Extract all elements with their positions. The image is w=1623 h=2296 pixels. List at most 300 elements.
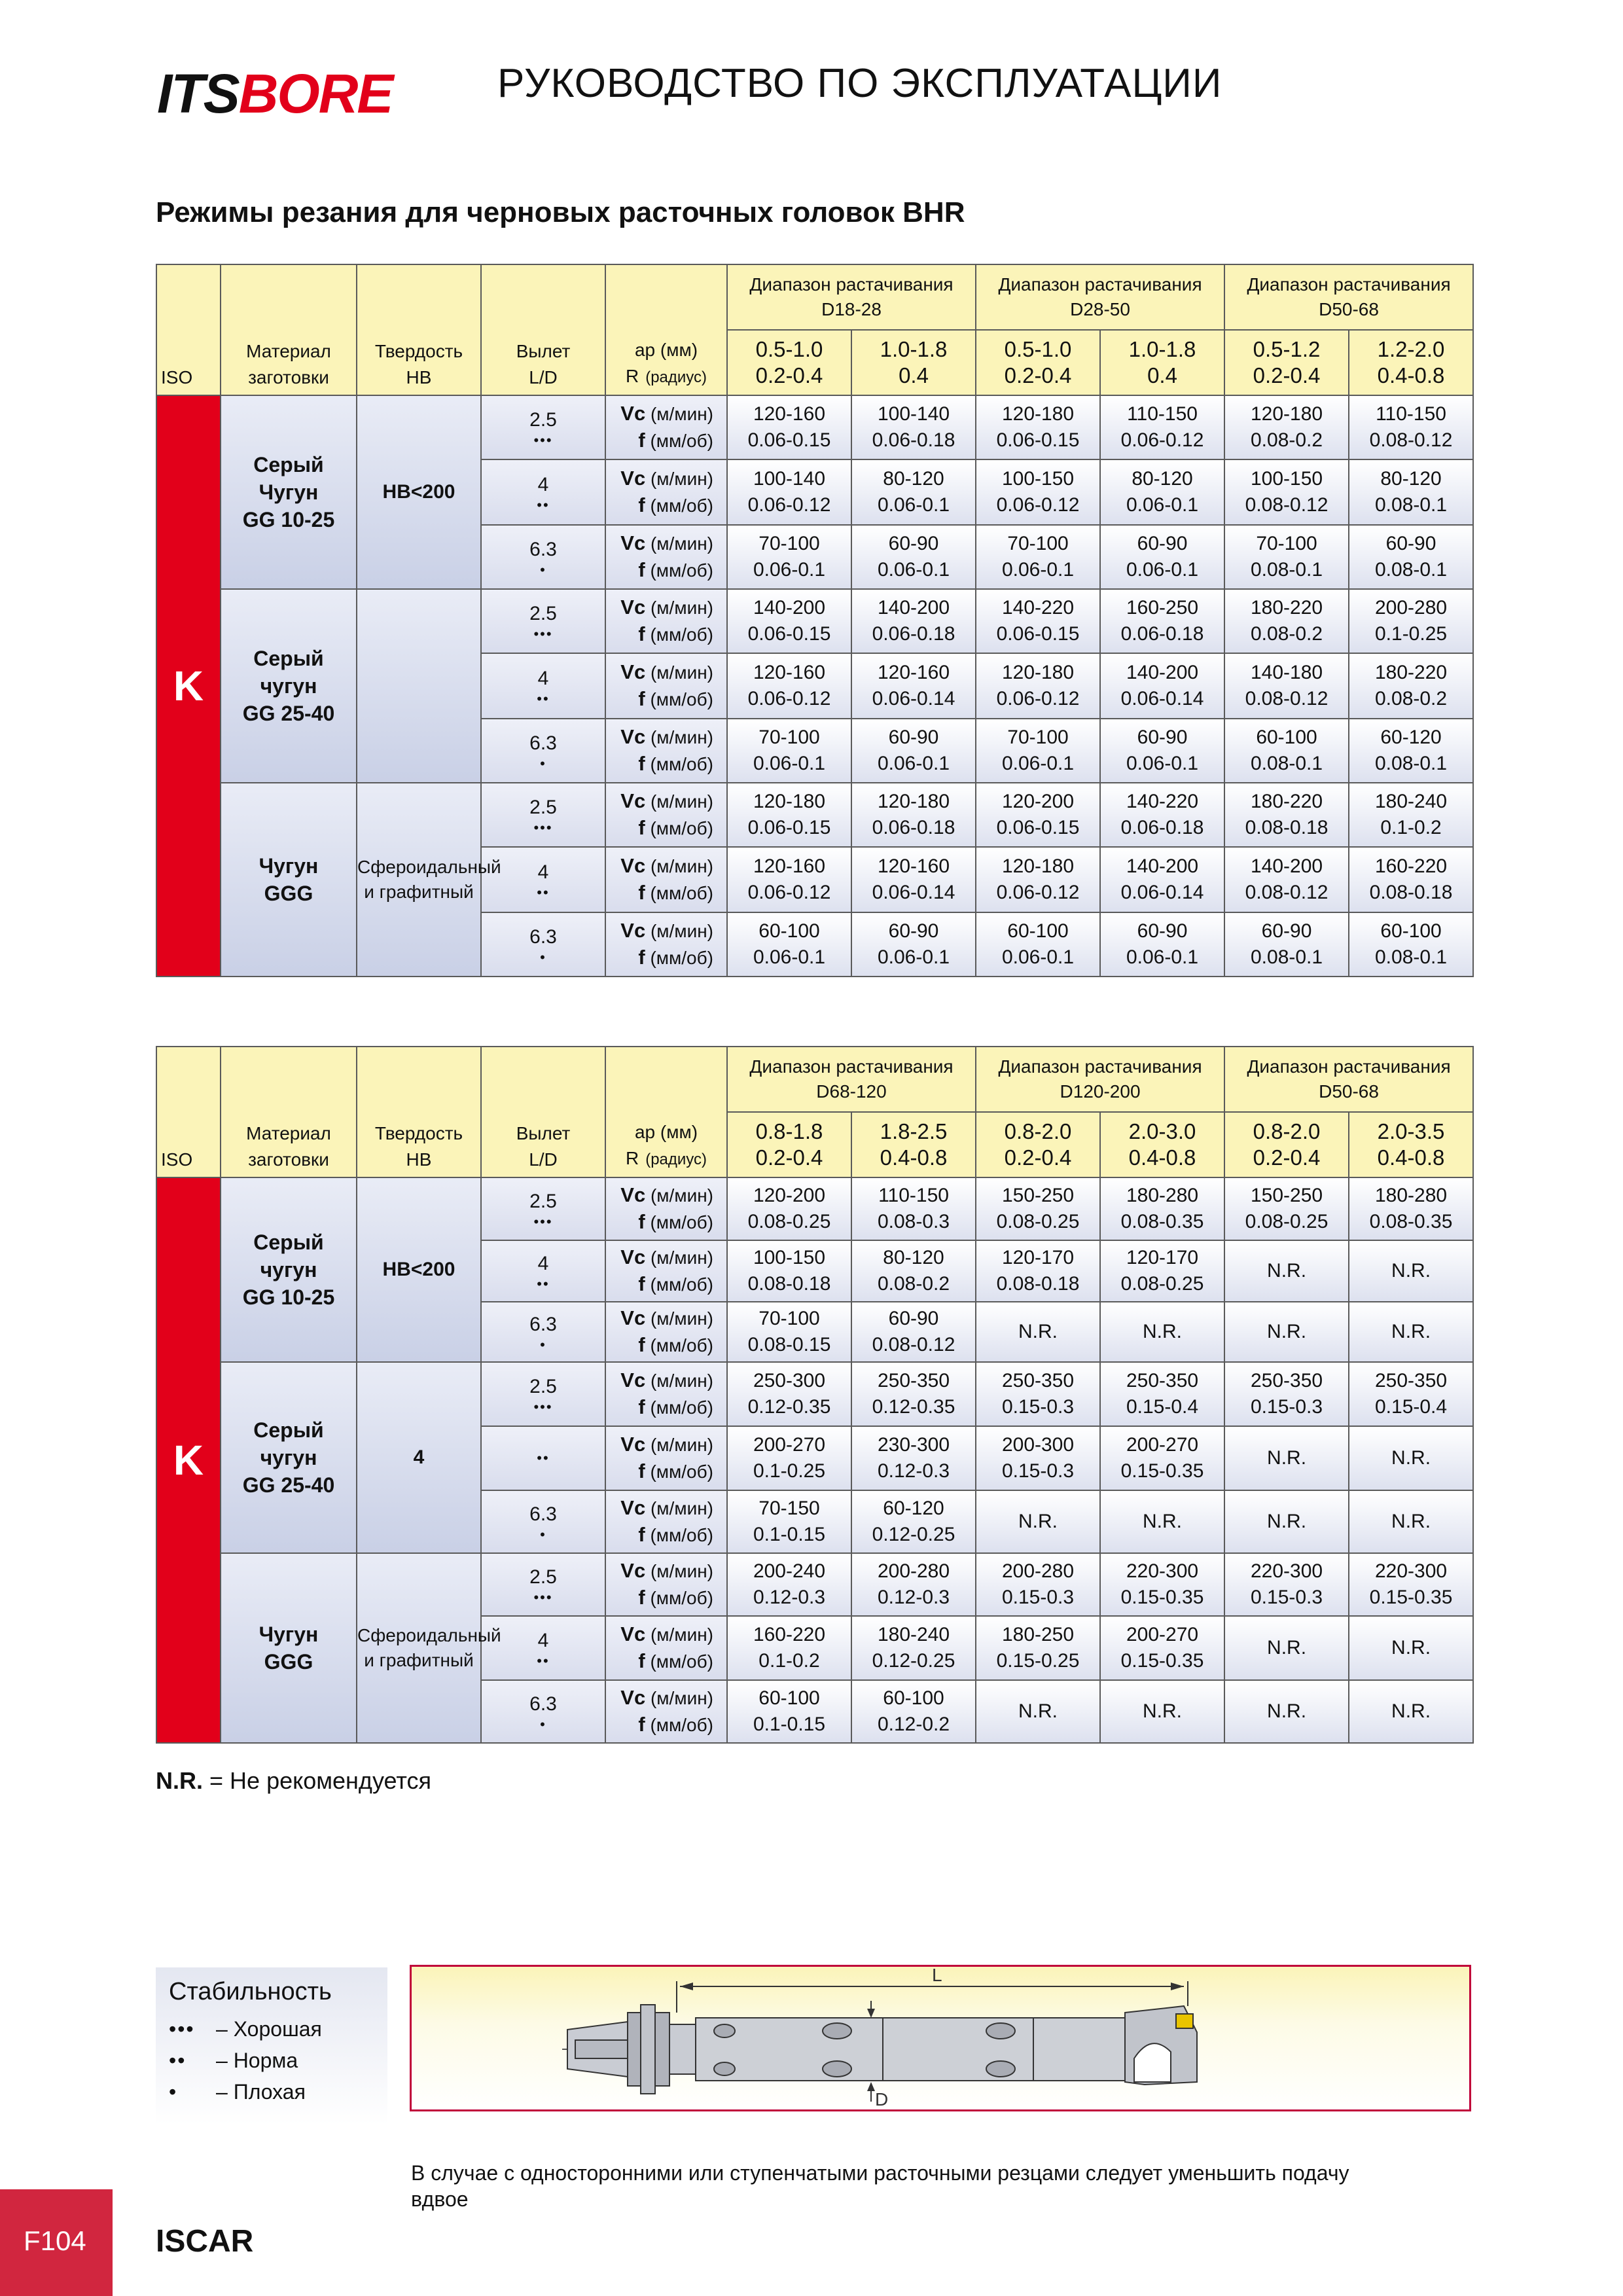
f-value: 0.08-0.25 — [1245, 1211, 1329, 1232]
range-sub: D68-120 — [816, 1081, 887, 1102]
f-unit: (мм/об) — [650, 1397, 713, 1418]
ap-value: 2.0-3.0 — [1128, 1119, 1196, 1143]
material-header-line2: заготовки — [248, 1149, 329, 1170]
vc-unit: (м/мин) — [650, 1308, 713, 1329]
vc-unit: (м/мин) — [650, 533, 713, 554]
r-header-sub: (радиус) — [645, 1151, 707, 1168]
f-value: 0.08-0.15 — [747, 1334, 831, 1355]
overhang-value: 2.5 — [529, 1191, 557, 1212]
stability-dots: ••• — [533, 1589, 553, 1605]
material-header-line1: Материал — [246, 1123, 331, 1143]
cutting-value-cell — [1349, 395, 1473, 459]
f-value: 0.08-0.1 — [1374, 946, 1448, 968]
material-header-line1: Материал — [246, 341, 331, 361]
material-line: чугун — [260, 1258, 317, 1282]
vc-value: 250-350 — [1250, 1370, 1323, 1391]
cutting-value-cell — [1224, 847, 1349, 912]
vc-value: 60-100 — [758, 920, 820, 942]
overhang-cell — [481, 1302, 605, 1362]
stability-dots: •• — [537, 1450, 550, 1466]
vc-value: 110-150 — [1376, 403, 1446, 425]
f-value: 0.06-0.15 — [747, 623, 831, 645]
r-value: 0.4-0.8 — [1377, 363, 1445, 387]
f-value: 0.06-0.15 — [747, 817, 831, 838]
f-label: f — [638, 1210, 645, 1233]
overhang-value: 4 — [537, 668, 549, 689]
not-recommended-cell — [976, 1680, 1100, 1743]
vc-f-label-cell — [605, 783, 727, 847]
vc-value: 60-100 — [758, 1687, 820, 1709]
vc-label: Vc — [620, 596, 646, 619]
f-value: 0.06-0.1 — [1001, 946, 1075, 968]
cutting-value-cell — [1100, 847, 1224, 912]
cutting-value-cell — [1224, 719, 1349, 783]
cutting-value-cell — [1349, 1177, 1473, 1240]
ap-r-value — [1349, 330, 1473, 395]
cutting-value-cell — [1100, 912, 1224, 977]
nr-value: N.R. — [1267, 1700, 1307, 1722]
vc-value: 180-280 — [1374, 1185, 1448, 1206]
nr-value: N.R. — [1391, 1637, 1431, 1659]
f-label: f — [638, 752, 645, 775]
range-header-1 — [727, 264, 976, 330]
f-unit: (мм/об) — [650, 1462, 713, 1482]
nr-value: N.R. — [1267, 1321, 1307, 1342]
vc-value: 60-100 — [1256, 726, 1317, 748]
vc-unit: (м/мин) — [650, 1561, 713, 1581]
hardness-header-line2: HB — [406, 367, 432, 387]
overhang-value: 4 — [537, 1253, 549, 1274]
vc-value: 200-300 — [1001, 1434, 1075, 1456]
overhang-value: 2.5 — [529, 797, 557, 818]
f-value: 0.15-0.35 — [1120, 1460, 1204, 1482]
iso-header-label: ISO — [161, 1149, 193, 1170]
cutting-value-cell — [1224, 459, 1349, 525]
cutting-value-cell — [727, 912, 851, 977]
f-value: 0.06-0.1 — [1126, 753, 1199, 774]
vc-f-label-cell — [605, 1490, 727, 1553]
vc-value: 200-280 — [1001, 1560, 1075, 1582]
vc-value: 200-270 — [753, 1434, 826, 1456]
vc-value: 140-220 — [1126, 791, 1199, 812]
material-line: чугун — [260, 674, 317, 698]
vc-value: 70-100 — [1007, 533, 1069, 554]
vc-value: 70-100 — [758, 533, 820, 554]
cutting-value-cell — [976, 1553, 1100, 1616]
vc-label: Vc — [620, 789, 646, 812]
f-value: 0.15-0.4 — [1374, 1396, 1448, 1418]
nr-value: N.R. — [1267, 1447, 1307, 1469]
nr-value: N.R. — [1143, 1511, 1183, 1532]
vc-value: 160-220 — [753, 1624, 826, 1645]
vc-f-label-cell — [605, 395, 727, 459]
f-value: 0.15-0.3 — [1250, 1396, 1323, 1418]
vc-label: Vc — [620, 1306, 646, 1329]
ap-value: 2.0-3.5 — [1377, 1119, 1445, 1143]
overhang-header-line1: Вылет — [516, 1123, 571, 1143]
nr-value: N.R. — [1018, 1511, 1058, 1532]
f-value: 0.06-0.12 — [996, 882, 1080, 903]
vc-f-label-cell — [605, 653, 727, 719]
range-title: Диапазон растачивания — [1247, 1056, 1451, 1077]
f-unit: (мм/об) — [650, 1525, 713, 1545]
page-title: РУКОВОДСТВО ПО ЭКСПЛУАТАЦИИ — [497, 61, 1222, 106]
vc-value: 60-100 — [1380, 920, 1442, 942]
not-recommended-cell — [1100, 1302, 1224, 1362]
cutting-value-cell — [1100, 525, 1224, 589]
vc-value: 200-240 — [753, 1560, 826, 1582]
f-value: 0.08-0.1 — [1250, 946, 1323, 968]
r-value: 0.2-0.4 — [1253, 1145, 1321, 1170]
r-header-sub: (радиус) — [645, 368, 707, 386]
f-value: 0.08-0.1 — [1250, 559, 1323, 581]
vc-value: 70-100 — [1007, 726, 1069, 748]
overhang-value: 2.5 — [529, 1566, 557, 1588]
stability-normal-label: – Норма — [216, 2049, 298, 2072]
material-line: Чугун — [259, 1623, 319, 1646]
vc-value: 180-280 — [1126, 1185, 1199, 1206]
table-row — [156, 1177, 1473, 1240]
f-unit: (мм/об) — [650, 495, 713, 516]
cutting-value-cell — [727, 459, 851, 525]
f-unit: (мм/об) — [650, 689, 713, 709]
overhang-cell — [481, 459, 605, 525]
vc-unit: (м/мин) — [650, 1688, 713, 1708]
cutting-value-cell — [976, 1177, 1100, 1240]
overhang-cell — [481, 1426, 605, 1490]
hardness-cell — [357, 1362, 481, 1553]
vc-value: 60-100 — [883, 1687, 944, 1709]
cutting-value-cell — [727, 783, 851, 847]
range-title: Диапазон растачивания — [1247, 274, 1451, 295]
f-value: 0.06-0.18 — [872, 817, 955, 838]
f-value: 0.06-0.1 — [877, 946, 950, 968]
r-value: 0.4-0.8 — [1377, 1145, 1445, 1170]
f-value: 0.06-0.12 — [747, 494, 831, 516]
vc-value: 60-90 — [888, 533, 939, 554]
f-label: f — [638, 1272, 645, 1295]
ap-r-header — [605, 1047, 727, 1177]
f-value: 0.1-0.15 — [753, 1713, 826, 1735]
material-cell — [221, 1553, 357, 1743]
material-cell — [221, 589, 357, 783]
iso-header-label: ISO — [161, 367, 193, 387]
f-value: 0.08-0.12 — [1245, 688, 1329, 709]
range-sub: D120-200 — [1060, 1081, 1141, 1102]
ap-value: 1.8-2.5 — [880, 1119, 948, 1143]
r-value: 0.2-0.4 — [755, 363, 823, 387]
cutting-value-cell — [727, 653, 851, 719]
vc-value: 120-170 — [1001, 1247, 1075, 1268]
f-value: 0.08-0.1 — [1374, 494, 1448, 516]
insert-icon — [1176, 2014, 1193, 2028]
vc-value: 120-160 — [753, 662, 826, 683]
cutting-value-cell — [727, 589, 851, 653]
f-value: 0.06-0.1 — [1126, 559, 1199, 581]
cutting-value-cell — [851, 1302, 976, 1362]
vc-f-label-cell — [605, 719, 727, 783]
cutting-value-cell — [851, 719, 976, 783]
f-label: f — [638, 493, 645, 516]
vc-value: 220-300 — [1250, 1560, 1323, 1582]
f-value: 0.06-0.18 — [1120, 623, 1204, 645]
range-header-2 — [976, 264, 1224, 330]
cutting-value-cell — [851, 459, 976, 525]
f-value: 0.12-0.35 — [747, 1396, 831, 1418]
overhang-cell — [481, 1362, 605, 1426]
ap-header-label: ap (мм) — [634, 340, 698, 360]
vc-value: 100-150 — [1001, 468, 1075, 490]
vc-unit: (м/мин) — [650, 1624, 713, 1645]
drawing-caption: В случае с односторонними или ступенчатыми расточными резцами следует уменьшить подачу вдвое — [411, 2161, 1349, 2211]
not-recommended-cell — [1224, 1490, 1349, 1553]
f-unit: (мм/об) — [650, 1212, 713, 1232]
hardness-cell — [357, 1553, 501, 1743]
not-recommended-cell — [1349, 1240, 1473, 1302]
vc-value: 100-150 — [1250, 468, 1323, 490]
material-cell — [221, 395, 357, 589]
hardness-value: Сфероидальный и графитный — [357, 857, 501, 902]
vc-unit: (м/мин) — [650, 404, 713, 424]
cutting-value-cell — [851, 1616, 976, 1680]
nr-value: N.R. — [1391, 1260, 1431, 1282]
vc-unit: (м/мин) — [650, 727, 713, 747]
vc-value: 120-200 — [1001, 791, 1075, 812]
f-unit: (мм/об) — [650, 818, 713, 838]
vc-unit: (м/мин) — [650, 1247, 713, 1268]
r-header-label: R — [625, 366, 639, 386]
cutting-value-cell — [976, 1426, 1100, 1490]
cutting-value-cell — [976, 1616, 1100, 1680]
f-value: 0.06-0.14 — [872, 688, 955, 709]
cutting-value-cell — [1224, 1553, 1349, 1616]
f-value: 0.06-0.14 — [1120, 688, 1204, 709]
vc-unit: (м/мин) — [650, 921, 713, 941]
f-label: f — [638, 881, 645, 904]
stability-dots: •• — [537, 1276, 550, 1292]
ap-r-value — [1349, 1112, 1473, 1177]
vc-value: 250-350 — [1374, 1370, 1448, 1391]
f-value: 0.06-0.18 — [872, 429, 955, 451]
range-header-2 — [976, 1047, 1224, 1112]
r-value: 0.2-0.4 — [1004, 363, 1072, 387]
cutting-value-cell — [1349, 912, 1473, 977]
vc-value: 120-170 — [1126, 1247, 1199, 1268]
vc-label: Vc — [620, 725, 646, 748]
cutting-value-cell — [976, 459, 1100, 525]
f-unit: (мм/об) — [650, 624, 713, 645]
vc-value: 60-90 — [1137, 920, 1188, 942]
f-value: 0.12-0.35 — [872, 1396, 955, 1418]
vc-value: 220-300 — [1126, 1560, 1199, 1582]
cutting-value-cell — [1224, 395, 1349, 459]
f-value: 0.06-0.1 — [877, 494, 950, 516]
hardness-value: HB<200 — [382, 481, 455, 503]
overhang-cell — [481, 1240, 605, 1302]
stability-good-label: – Хорошая — [216, 2017, 322, 2041]
range-header-3 — [1224, 264, 1473, 330]
vc-value: 60-90 — [888, 726, 939, 748]
r-value: 0.4 — [1147, 363, 1177, 387]
cutting-value-cell — [727, 1426, 851, 1490]
table-row — [156, 783, 1473, 847]
cutting-value-cell — [1349, 525, 1473, 589]
cutting-value-cell — [851, 912, 976, 977]
itsbore-logo — [157, 62, 392, 126]
vc-value: 110-150 — [878, 1185, 949, 1206]
f-label: f — [638, 816, 645, 839]
tool-body — [696, 2018, 1167, 2081]
cutting-value-cell — [1100, 1553, 1224, 1616]
iso-header — [156, 1047, 221, 1177]
stability-good-dots: ••• — [169, 2017, 195, 2041]
cutting-value-cell — [1100, 1240, 1224, 1302]
hardness-value: Сфероидальный и графитный — [357, 1625, 501, 1670]
vc-value: 60-120 — [1380, 726, 1442, 748]
overhang-cell — [481, 525, 605, 589]
cutting-value-cell — [1224, 783, 1349, 847]
f-unit: (мм/об) — [650, 948, 713, 968]
material-cell — [221, 1177, 357, 1362]
cutting-value-cell — [727, 1680, 851, 1743]
material-line: Серый — [253, 1418, 324, 1442]
flange — [628, 2013, 641, 2086]
overhang-value: 6.3 — [529, 1503, 557, 1525]
table-row — [156, 1362, 1473, 1426]
f-value: 0.12-0.3 — [877, 1460, 950, 1482]
range-title: Диапазон растачивания — [749, 274, 954, 295]
vc-unit: (м/мин) — [650, 1371, 713, 1391]
overhang-value: 6.3 — [529, 926, 557, 948]
iso-header — [156, 264, 221, 395]
vc-value: 150-250 — [1250, 1185, 1323, 1206]
ap-value: 0.8-2.0 — [1253, 1119, 1321, 1143]
ap-r-value — [976, 1112, 1100, 1177]
material-header — [221, 1047, 357, 1177]
vc-value: 70-100 — [758, 726, 820, 748]
material-cell — [221, 1362, 357, 1553]
vc-value: 120-160 — [877, 662, 950, 683]
vc-value: 180-220 — [1374, 662, 1448, 683]
not-recommended-cell — [1224, 1240, 1349, 1302]
nr-value: N.R. — [1267, 1260, 1307, 1282]
tool-drawing-panel — [410, 1965, 1471, 2111]
hardness-cell — [357, 783, 501, 977]
vc-value: 120-180 — [1001, 855, 1075, 877]
not-recommended-cell — [1349, 1680, 1473, 1743]
cutting-value-cell — [851, 1553, 976, 1616]
cutting-value-cell — [1100, 1616, 1224, 1680]
material-line: Серый — [253, 647, 324, 670]
f-value: 0.15-0.3 — [1250, 1587, 1323, 1608]
iscar-brand: ISCAR — [156, 2224, 254, 2259]
cutting-value-cell — [851, 1240, 976, 1302]
f-value: 0.15-0.25 — [996, 1650, 1080, 1672]
vc-unit: (м/мин) — [650, 856, 713, 876]
cutting-value-cell — [1349, 459, 1473, 525]
vc-value: 70-100 — [758, 1308, 820, 1329]
cutting-value-cell — [1349, 719, 1473, 783]
dim-d-label: D — [875, 2089, 889, 2109]
vc-label: Vc — [620, 1183, 646, 1206]
f-value: 0.08-0.18 — [996, 1273, 1080, 1295]
f-label: f — [638, 429, 645, 452]
hardness-cell — [357, 395, 481, 589]
f-value: 0.12-0.2 — [877, 1713, 950, 1735]
overhang-cell — [481, 1553, 605, 1616]
cutting-value-cell — [1100, 783, 1224, 847]
cutting-value-cell — [1349, 653, 1473, 719]
vc-value: 120-180 — [1001, 662, 1075, 683]
f-value: 0.06-0.18 — [1120, 817, 1204, 838]
f-unit: (мм/об) — [650, 883, 713, 903]
material-cell — [221, 783, 357, 977]
f-unit: (мм/об) — [650, 431, 713, 451]
range-sub: D50-68 — [1319, 1081, 1379, 1102]
vc-value: 120-180 — [1250, 403, 1323, 425]
not-recommended-cell — [1224, 1616, 1349, 1680]
nr-value: N.R. — [1018, 1321, 1058, 1342]
vc-unit: (м/мин) — [650, 1185, 713, 1206]
stability-poor — [169, 2080, 306, 2104]
not-recommended-cell — [976, 1490, 1100, 1553]
stability-dots: •• — [537, 1653, 550, 1669]
vc-f-label-cell — [605, 459, 727, 525]
f-value: 0.1-0.15 — [753, 1524, 826, 1545]
hardness-header — [357, 1047, 481, 1177]
f-value: 0.06-0.1 — [753, 753, 826, 774]
f-value: 0.06-0.1 — [753, 946, 826, 968]
f-value: 0.06-0.1 — [877, 559, 950, 581]
hardness-header-line1: Твердость — [374, 1123, 463, 1143]
range-title: Диапазон растачивания — [749, 1056, 954, 1077]
cutting-value-cell — [1349, 847, 1473, 912]
nr-value: N.R. — [1143, 1700, 1183, 1722]
f-value: 0.08-0.25 — [747, 1211, 831, 1232]
vc-f-label-cell — [605, 1616, 727, 1680]
vc-value: 60-100 — [1007, 920, 1069, 942]
f-unit: (мм/об) — [650, 1274, 713, 1295]
not-recommended-cell — [1100, 1490, 1224, 1553]
vc-value: 200-270 — [1126, 1434, 1199, 1456]
vc-label: Vc — [620, 1369, 646, 1391]
stability-dots: • — [540, 1716, 546, 1732]
stability-dots: •• — [537, 691, 550, 707]
cutting-value-cell — [976, 1240, 1100, 1302]
f-value: 0.08-0.35 — [1369, 1211, 1453, 1232]
overhang-value: 4 — [537, 1630, 549, 1651]
cutting-value-cell — [727, 1490, 851, 1553]
range-sub: D28-50 — [1070, 299, 1130, 319]
boring-tool-drawing — [412, 1967, 1469, 2109]
page-number: F104 — [24, 2225, 86, 2256]
f-value: 0.1-0.25 — [753, 1460, 826, 1482]
f-value: 0.08-0.1 — [1374, 559, 1448, 581]
overhang-header — [481, 264, 605, 395]
r-value: 0.2-0.4 — [755, 1145, 823, 1170]
material-line: Чугун — [259, 480, 319, 504]
f-label: f — [638, 946, 645, 969]
vc-value: 140-180 — [1250, 662, 1323, 683]
range-header-1 — [727, 1047, 976, 1112]
range-sub: D50-68 — [1319, 299, 1379, 319]
f-value: 0.08-0.18 — [1369, 882, 1453, 903]
vc-value: 80-120 — [1380, 468, 1442, 490]
section-title: Режимы резания для черновых расточных головок BHR — [156, 196, 965, 228]
vc-label: Vc — [620, 1623, 646, 1645]
f-label: f — [638, 1586, 645, 1609]
vc-label: Vc — [620, 531, 646, 554]
